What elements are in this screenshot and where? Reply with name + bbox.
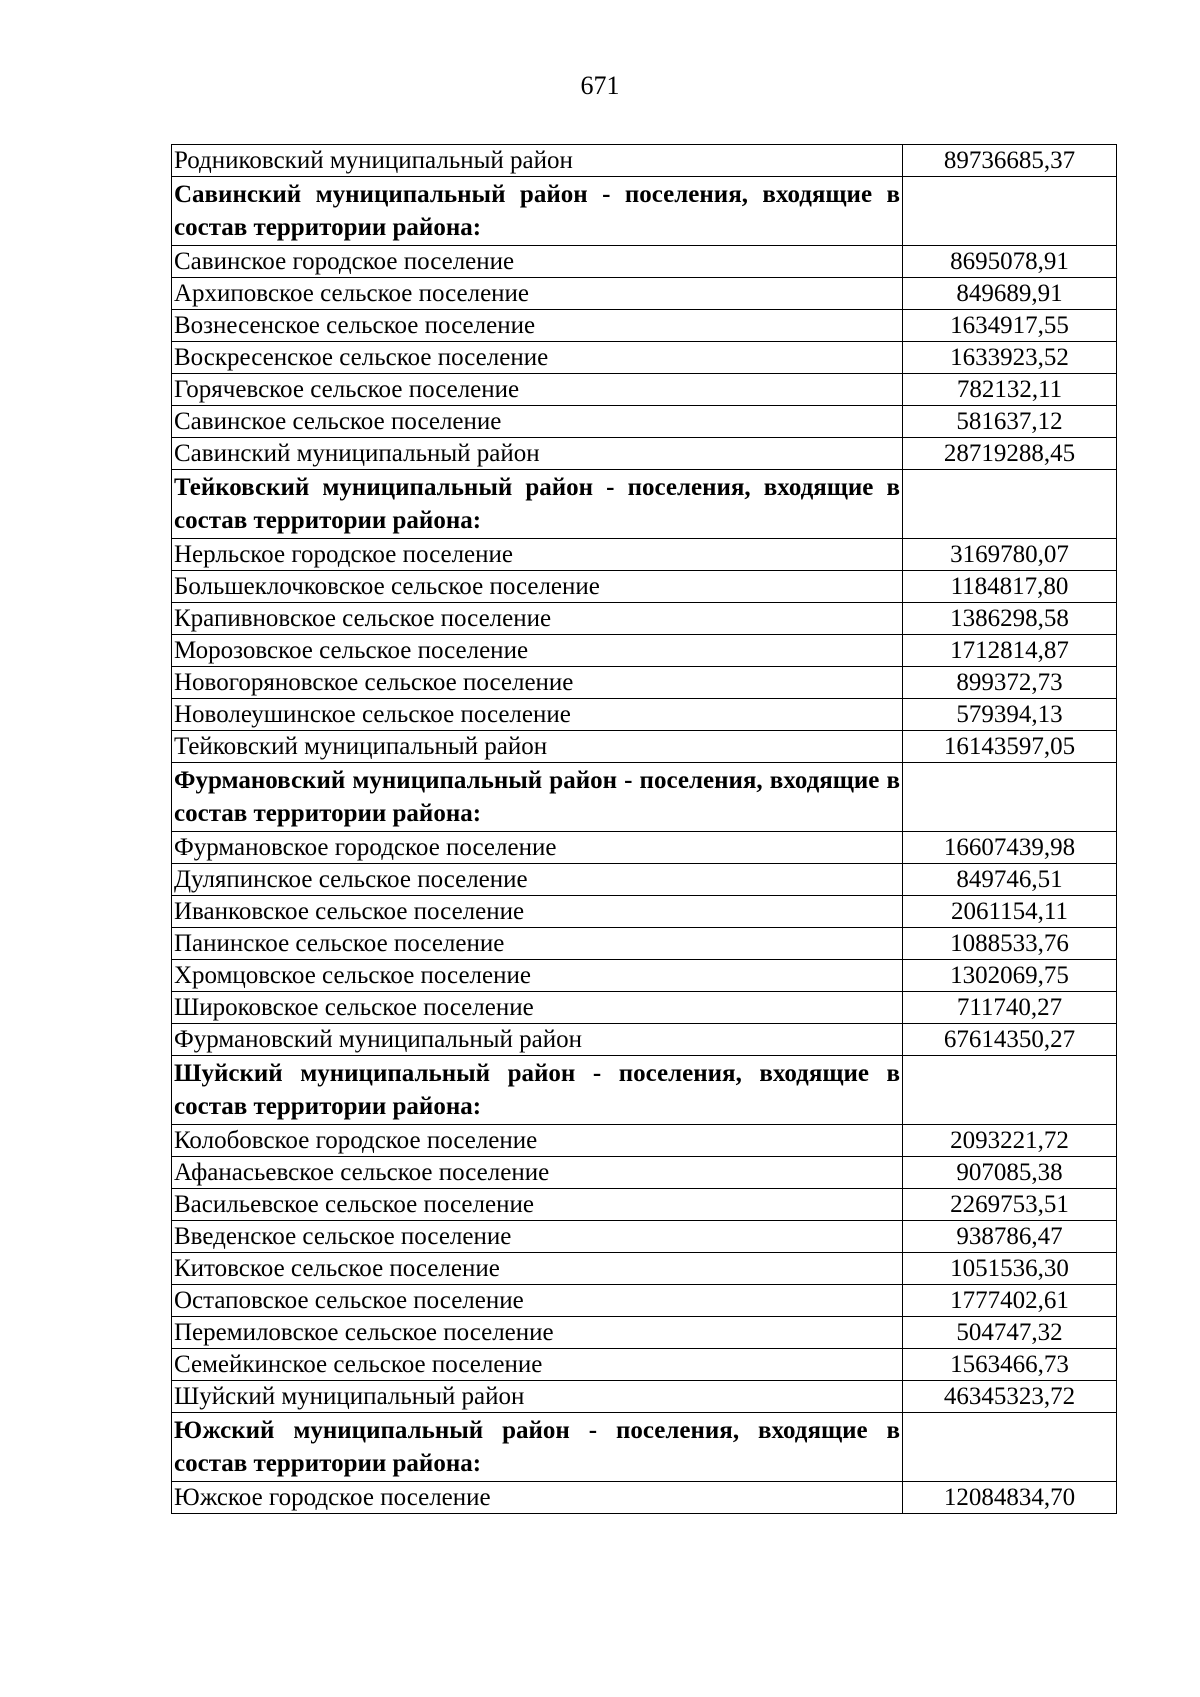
settlement-row	[172, 864, 1117, 896]
amount-value: 1051536,30	[903, 1253, 1117, 1285]
settlement-row	[172, 1221, 1117, 1253]
settlement-row	[172, 928, 1117, 960]
settlement-name: Фурмановское городское поселение	[172, 832, 903, 864]
amount-value: 504747,32	[903, 1317, 1117, 1349]
settlement-row	[172, 374, 1117, 406]
amount-value: 907085,38	[903, 1157, 1117, 1189]
settlement-name: Большеклочковское сельское поселение	[172, 571, 903, 603]
settlement-name: Хромцовское сельское поселение	[172, 960, 903, 992]
page-number: 671	[580, 71, 620, 100]
settlement-name: Вознесенское сельское поселение	[172, 310, 903, 342]
amount-value: 8695078,91	[903, 246, 1117, 278]
amount-value: 1777402,61	[903, 1285, 1117, 1317]
settlement-name: Дуляпинское сельское поселение	[172, 864, 903, 896]
district-header-name: Савинский муниципальный район - поселения, входящие в состав территории района:	[172, 177, 903, 246]
settlement-row	[172, 1285, 1117, 1317]
amount-value: 1184817,80	[903, 571, 1117, 603]
district-header-row	[172, 1056, 1117, 1125]
settlement-row	[172, 1253, 1117, 1285]
settlement-name: Морозовское сельское поселение	[172, 635, 903, 667]
settlement-name: Архиповское сельское поселение	[172, 278, 903, 310]
settlement-row	[172, 731, 1117, 763]
amount-value	[903, 1056, 1117, 1125]
district-header-row	[172, 1413, 1117, 1482]
amount-value: 849689,91	[903, 278, 1117, 310]
settlement-row	[172, 1381, 1117, 1413]
amount-value	[903, 470, 1117, 539]
settlement-row	[172, 310, 1117, 342]
amount-value: 1563466,73	[903, 1349, 1117, 1381]
amount-value: 1634917,55	[903, 310, 1117, 342]
amount-value: 2093221,72	[903, 1125, 1117, 1157]
settlement-name: Семейкинское сельское поселение	[172, 1349, 903, 1381]
amount-value: 579394,13	[903, 699, 1117, 731]
settlement-row	[172, 960, 1117, 992]
amount-value	[903, 763, 1117, 832]
settlement-row	[172, 246, 1117, 278]
amount-value: 46345323,72	[903, 1381, 1117, 1413]
amount-value: 67614350,27	[903, 1024, 1117, 1056]
settlement-name: Широковское сельское поселение	[172, 992, 903, 1024]
settlement-name: Фурмановский муниципальный район	[172, 1024, 903, 1056]
settlement-name: Колобовское городское поселение	[172, 1125, 903, 1157]
settlement-name: Родниковский муниципальный район	[172, 145, 903, 177]
amount-value	[903, 177, 1117, 246]
amount-value: 3169780,07	[903, 539, 1117, 571]
budget-table	[171, 144, 1117, 1514]
amount-value: 1088533,76	[903, 928, 1117, 960]
settlement-name: Горячевское сельское поселение	[172, 374, 903, 406]
settlement-row	[172, 145, 1117, 177]
settlement-row	[172, 278, 1117, 310]
amount-value: 2269753,51	[903, 1189, 1117, 1221]
settlement-name: Новолеушинское сельское поселение	[172, 699, 903, 731]
settlement-name: Китовское сельское поселение	[172, 1253, 903, 1285]
amount-value: 1386298,58	[903, 603, 1117, 635]
settlement-row	[172, 1482, 1117, 1514]
district-header-name: Шуйский муниципальный район - поселения, входящие в состав территории района:	[172, 1056, 903, 1125]
settlement-name: Южское городское поселение	[172, 1482, 903, 1514]
settlement-name: Панинское сельское поселение	[172, 928, 903, 960]
settlement-name: Перемиловское сельское поселение	[172, 1317, 903, 1349]
settlement-name: Афанасьевское сельское поселение	[172, 1157, 903, 1189]
budget-table-body	[172, 145, 1117, 1514]
amount-value: 1302069,75	[903, 960, 1117, 992]
amount-value: 28719288,45	[903, 438, 1117, 470]
amount-value: 12084834,70	[903, 1482, 1117, 1514]
settlement-row	[172, 571, 1117, 603]
settlement-row	[172, 438, 1117, 470]
settlement-name: Шуйский муниципальный район	[172, 1381, 903, 1413]
amount-value: 849746,51	[903, 864, 1117, 896]
settlement-row	[172, 667, 1117, 699]
district-header-name: Фурмановский муниципальный район - поселения, входящие в состав территории района:	[172, 763, 903, 832]
settlement-row	[172, 699, 1117, 731]
settlement-name: Нерльское городское поселение	[172, 539, 903, 571]
settlement-row	[172, 1349, 1117, 1381]
settlement-name: Савинский муниципальный район	[172, 438, 903, 470]
settlement-name: Васильевское сельское поселение	[172, 1189, 903, 1221]
amount-value: 1712814,87	[903, 635, 1117, 667]
amount-value	[903, 1413, 1117, 1482]
settlement-name: Воскресенское сельское поселение	[172, 342, 903, 374]
settlement-row	[172, 1189, 1117, 1221]
settlement-row	[172, 406, 1117, 438]
settlement-name: Крапивновское сельское поселение	[172, 603, 903, 635]
settlement-name: Савинское городское поселение	[172, 246, 903, 278]
amount-value: 1633923,52	[903, 342, 1117, 374]
amount-value: 89736685,37	[903, 145, 1117, 177]
settlement-row	[172, 635, 1117, 667]
district-header-row	[172, 763, 1117, 832]
district-header-name: Южский муниципальный район - поселения, входящие в состав территории района:	[172, 1413, 903, 1482]
settlement-row	[172, 342, 1117, 374]
amount-value: 16143597,05	[903, 731, 1117, 763]
settlement-name: Тейковский муниципальный район	[172, 731, 903, 763]
settlement-row	[172, 603, 1117, 635]
amount-value: 581637,12	[903, 406, 1117, 438]
settlement-row	[172, 896, 1117, 928]
district-header-row	[172, 470, 1117, 539]
amount-value: 938786,47	[903, 1221, 1117, 1253]
amount-value: 782132,11	[903, 374, 1117, 406]
settlement-name: Савинское сельское поселение	[172, 406, 903, 438]
district-header-name: Тейковский муниципальный район - поселения, входящие в состав территории района:	[172, 470, 903, 539]
settlement-row	[172, 539, 1117, 571]
settlement-row	[172, 1157, 1117, 1189]
settlement-row	[172, 992, 1117, 1024]
settlement-row	[172, 1125, 1117, 1157]
settlement-row	[172, 1024, 1117, 1056]
settlement-row	[172, 832, 1117, 864]
district-header-row	[172, 177, 1117, 246]
amount-value: 2061154,11	[903, 896, 1117, 928]
settlement-name: Остаповское сельское поселение	[172, 1285, 903, 1317]
settlement-name: Новогоряновское сельское поселение	[172, 667, 903, 699]
settlement-name: Иванковское сельское поселение	[172, 896, 903, 928]
settlement-name: Введенское сельское поселение	[172, 1221, 903, 1253]
amount-value: 711740,27	[903, 992, 1117, 1024]
amount-value: 899372,73	[903, 667, 1117, 699]
settlement-row	[172, 1317, 1117, 1349]
amount-value: 16607439,98	[903, 832, 1117, 864]
